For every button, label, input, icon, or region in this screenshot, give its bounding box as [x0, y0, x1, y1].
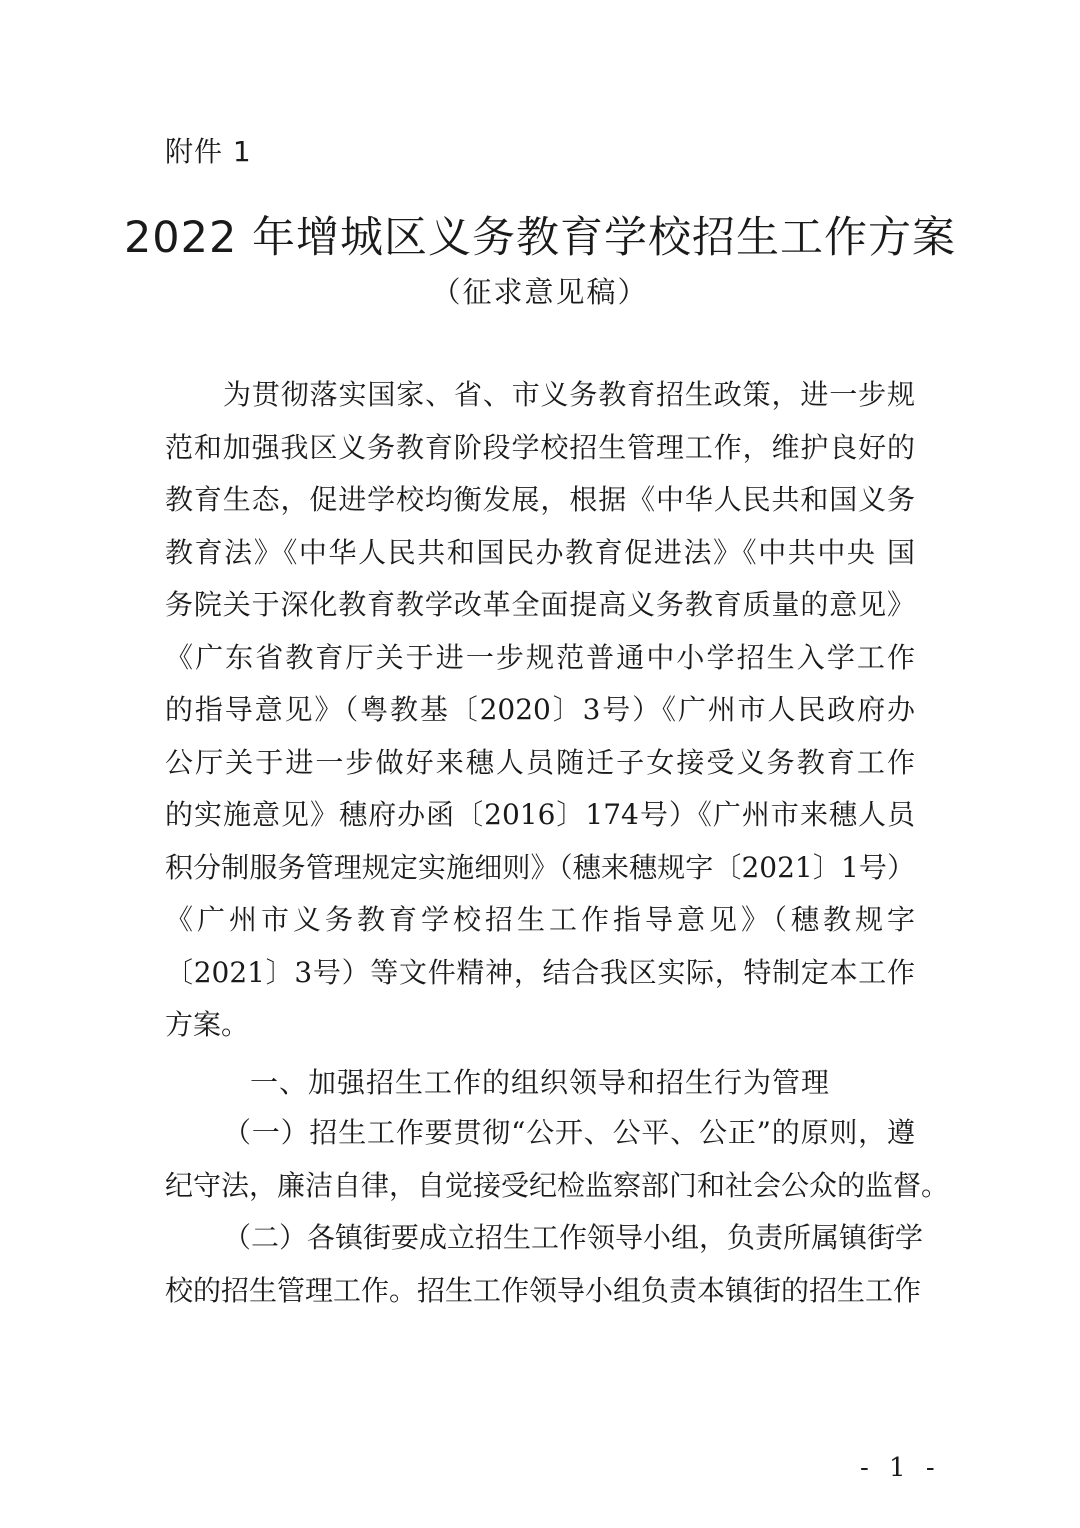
paragraph-line: 公厅关于进一步做好来穗人员随迁子女接受义务教育工作: [165, 745, 915, 779]
paragraph-line: 教育生态，促进学校均衡发展，根据《中华人民共和国义务: [165, 483, 915, 516]
paragraph-line: 方案。: [165, 1008, 250, 1041]
paragraph-line: （一）招生工作要贯彻“公开、公平、公正”的原则，遵: [223, 1116, 915, 1149]
page-number: - 1 -: [860, 1453, 941, 1483]
paragraph-line: 《广东省教育厅关于进一步规范普通中小学招生入学工作: [165, 640, 915, 674]
paragraph-line: 为贯彻落实国家、省、市义务教育招生政策，进一步规: [223, 378, 915, 411]
document-title: 2022 年增城区义务教育学校招生工作方案: [123, 213, 957, 263]
paragraph-line: 教育法》《中华人民共和国民办教育促进法》《中共中央 国: [165, 535, 915, 569]
attachment-label: 附件 1: [165, 135, 252, 168]
paragraph-line: 务院关于深化教育教学改革全面提高义务教育质量的意见》: [165, 588, 915, 621]
intro-paragraph: [165, 369, 915, 1052]
paragraph-line: 范和加强我区义务教育阶段学校招生管理工作，维护良好的: [165, 430, 915, 464]
paragraph-line: 〔2021〕3号）等文件精神，结合我区实际，特制定本工作: [165, 955, 915, 989]
section-heading: 一、加强招生工作的组织领导和招生行为管理: [249, 1066, 830, 1099]
section-paragraphs: [165, 1107, 950, 1317]
paragraph-line: 积分制服务管理规定实施细则》（穗来穗规字〔2021〕1号）: [165, 850, 915, 884]
paragraph-line: 纪守法，廉洁自律，自觉接受纪检监察部门和社会公众的监督。: [165, 1168, 950, 1202]
document-subtitle: （征求意见稿）: [431, 275, 649, 309]
paragraph-line: （二）各镇街要成立招生工作领导小组，负责所属镇街学: [223, 1221, 924, 1254]
paragraph-line: 的指导意见》（粤教基〔2020〕3号）《广州市人民政府办: [165, 693, 915, 726]
paragraph-line: 校的招生管理工作。招生工作领导小组负责本镇街的招生工作: [165, 1273, 922, 1307]
paragraph-line: 《广州市义务教育学校招生工作指导意见》（穗教规字: [165, 903, 915, 936]
paragraph-line: 的实施意见》穗府办函〔2016〕174号）《广州市来穗人员: [165, 798, 915, 831]
